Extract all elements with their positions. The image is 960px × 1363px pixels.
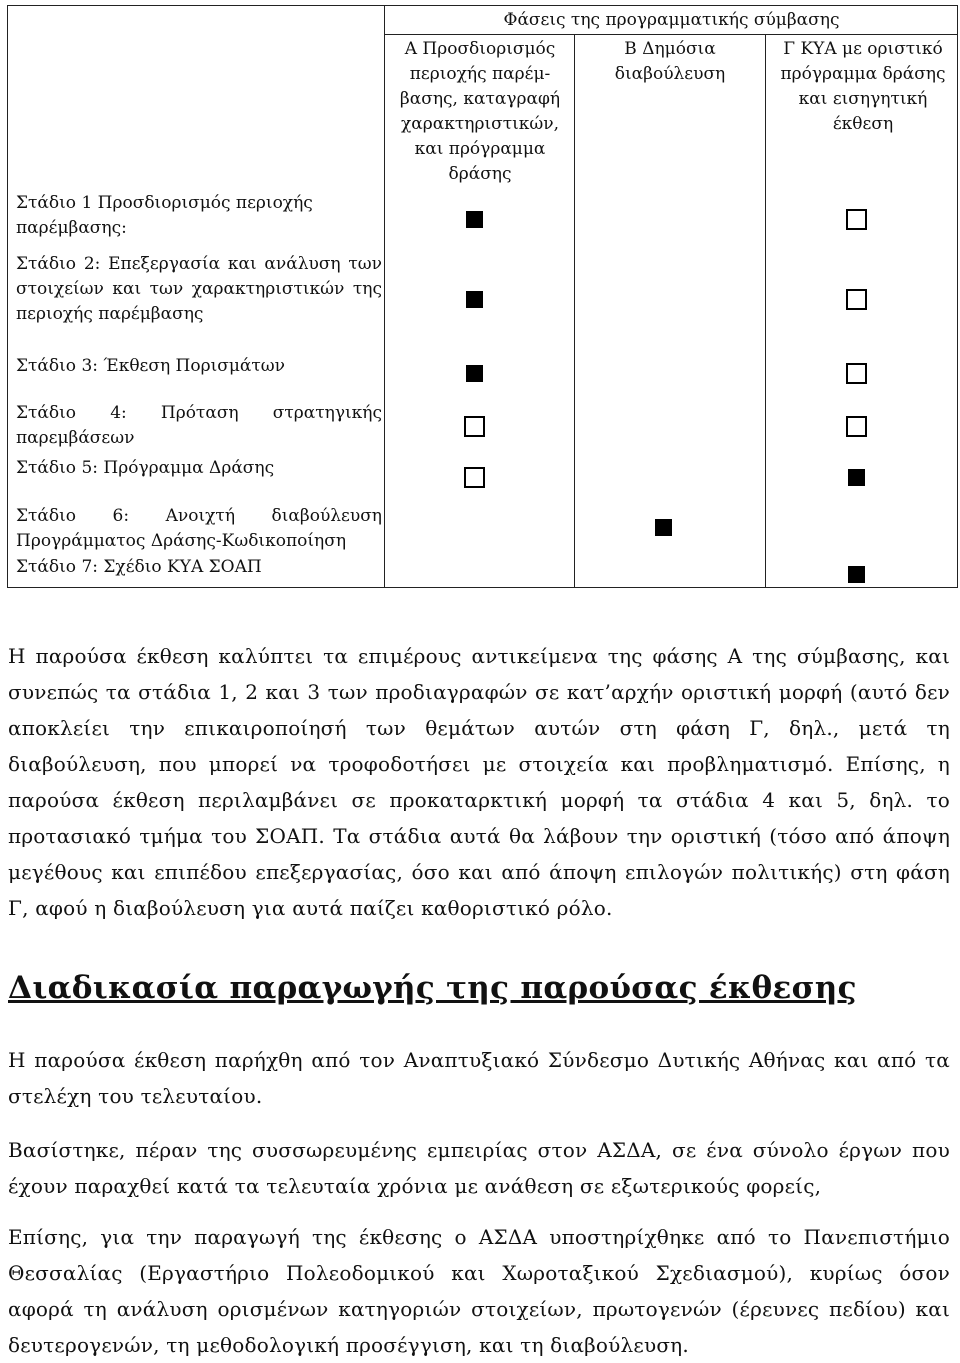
- table-row-label: Στάδιο 2: Επεξεργασία και ανάλυση των στοιχείων και των χαρακτηριστικών της περιοχής παρέμβασης: [16, 254, 382, 324]
- empty-square-marker: [846, 416, 867, 437]
- filled-square-marker: [848, 566, 865, 583]
- table-divider: [574, 34, 575, 587]
- filled-square-marker: [655, 519, 672, 536]
- table-divider: [384, 6, 385, 587]
- filled-square-marker: [466, 365, 483, 382]
- column-header-a: Α Προσδιορισμός περιοχής παρέμ-βασης, καταγραφή χαρακτηριστικών, και πρόγραμμα δράσης: [399, 39, 561, 184]
- empty-square-marker: [846, 289, 867, 310]
- filled-square-marker: [466, 291, 483, 308]
- table-row-label: Στάδιο 7: Σχέδιο ΚΥΑ ΣΟΑΠ: [16, 557, 262, 577]
- empty-square-marker: [846, 363, 867, 384]
- section-heading: Διαδικασία παραγωγής της παρούσας έκθεσης: [8, 970, 857, 1006]
- paragraph-producer: Η παρούσα έκθεση παρήχθη από τον Αναπτυξιακό Σύνδεσμο Δυτικής Αθήνας και από τα στελέχη του τελευταίου.: [8, 1048, 950, 1108]
- table-row-label: Στάδιο 5: Πρόγραμμα Δράσης: [16, 458, 275, 478]
- filled-square-marker: [466, 211, 483, 228]
- table-row-label: Στάδιο 3: Έκθεση Πορισμάτων: [16, 356, 286, 376]
- phases-table: [7, 5, 958, 588]
- table-divider: [384, 34, 957, 35]
- paragraph-support: Επίσης, για την παραγωγή της έκθεσης ο ΑΣΔΑ υποστηρίχθηκε από το Πανεπιστήμιο Θεσσαλίας (Εργαστήριο Πολεοδομικού και Χωροταξικού Σχεδιασμού), κυρίως όσον αφορά τη ανάλυση ορισμένων κατηγοριών στοιχείων, πρωτογενών (έρευνες πεδίου) και δευτερογενών, τη μεθοδολογική προσέγγιση, και τη διαβούλευση.: [8, 1225, 950, 1357]
- table-row-label: Στάδιο 1 Προσδιορισμός περιοχής παρέμβασης:: [16, 193, 313, 238]
- table-row-label: Στάδιο 4: Πρόταση στρατηγικής παρεμβάσεων: [16, 403, 382, 448]
- paragraph-basis: Βασίστηκε, πέραν της συσσωρευμένης εμπειρίας στον ΑΣΔΑ, σε ένα σύνολο έργων που έχουν παραχθεί κατά τα τελευταία χρόνια με ανάθεση σε εξωτερικούς φορείς,: [8, 1138, 950, 1198]
- phases-header: Φάσεις της προγραμματικής σύμβασης: [503, 10, 840, 30]
- column-header-b: Β Δημόσια διαβούλευση: [614, 39, 726, 84]
- empty-square-marker: [464, 467, 485, 488]
- paragraph-scope: Η παρούσα έκθεση καλύπτει τα επιμέρους αντικείμενα της φάσης Α της σύμβασης, και συνεπώς τα στάδια 1, 2 και 3 των προδιαγραφών σε κατ’αρχήν οριστική μορφή (αυτό δεν αποκλείει την επικαιροποίησή των θεμάτων αυτών στη φάση Γ, δηλ., μετά τη διαβούλευση, που μπορεί να τροφοδοτήσει με στοιχεία και προβληματισμό. Επίσης, η παρούσα έκθεση περιλαμβάνει σε προκαταρκτική μορφή τα στάδια 4 και 5, δηλ. το προτασιακό τμήμα του ΣΟΑΠ. Τα στάδια αυτά θα λάβουν την οριστική (τόσο από άποψη μεγέθους και επιπέδου επεξεργασίας, όσο και από άποψη επιλογών πολιτικής) στη φάση Γ, αφού η διαβούλευση για αυτά παίζει καθοριστικό ρόλο.: [8, 644, 950, 920]
- table-row-label: Στάδιο 6: Ανοιχτή διαβούλευση Προγράμματος Δράσης-Κωδικοποίηση: [16, 506, 382, 551]
- filled-square-marker: [848, 469, 865, 486]
- empty-square-marker: [846, 209, 867, 230]
- empty-square-marker: [464, 416, 485, 437]
- column-header-c: Γ ΚΥΑ με οριστικό πρόγραμμα δράσης και εισηγητική έκθεση: [780, 39, 946, 134]
- table-divider: [765, 34, 766, 587]
